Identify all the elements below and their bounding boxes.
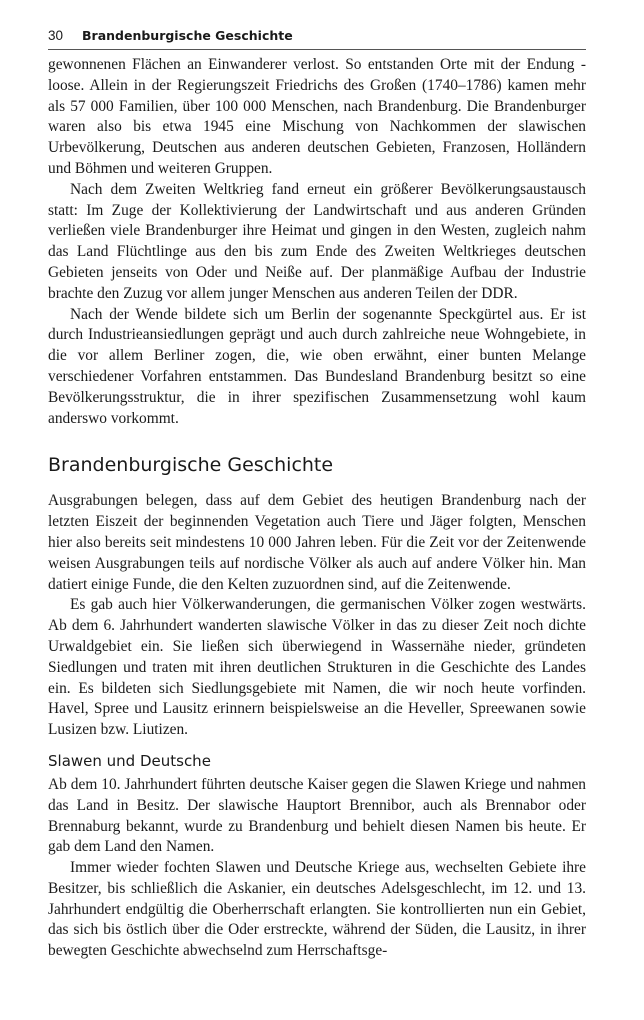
section-heading: Brandenburgische Geschichte <box>48 454 334 477</box>
intro-paragraph: gewonnenen Flächen an Einwanderer verlost. So entstanden Orte mit der Endung -loose. Allein in der Regierungszeit Friedrichs des Großen (1740–1786) kamen mehr als 57 000 Familien, über 100 000 Menschen, nach Brandenburg. Die Brandenburger waren also bis etwa 1945 eine Mischung von Nachkommen der slawischen Urbevölkerung, Deutschen aus anderen deutschen Gebieten, Franzosen, Holländern und Böhmen und weiteren Gruppen. <box>48 56 586 177</box>
book-page <box>48 28 586 962</box>
running-header <box>48 28 586 50</box>
section-paragraph: Es gab auch hier Völkerwanderungen, die germanischen Völker zogen westwärts. Ab dem 6. Jahrhundert wanderten slawische Völker in das zu dieser Zeit noch dichte Urwaldgebiet ein. Sie ließen sich überwiegend in Wassernähe nieder, gründeten Siedlungen und traten mit ihren deutlichen Strukturen in die Geschichte des Landes ein. Es bildeten sich Siedlungsgebiete mit Namen, die wir noch heute vorfinden. Havel, Spree und Lausitz erinnern beispielsweise an die Heveller, Spreewanen sowie Lusizen bzw. Liutizen. <box>48 596 586 739</box>
intro-paragraph: Nach der Wende bildete sich um Berlin der sogenannte Speckgürtel aus. Er ist durch Industrieansiedlungen geprägt und auch durch zahlreiche neue Wohngebiete, in die vor allem Berliner zogen, die, wie oben erwähnt, einer bunten Melange verschiedener Vorfahren entstammen. Das Bundesland Brandenburg besitzt so eine Bevölkerungsstruktur, die in ihrer spezifischen Zusammensetzung wohl kaum anderswo vorkommt. <box>48 305 586 427</box>
subsection-heading: Slawen und Deutsche <box>48 751 211 770</box>
subsection-paragraph: Immer wieder fochten Slawen und Deutsche Kriege aus, wechselten Gebiete ihre Besitzer, bis schließlich die Askanier, ein deutsches Adelsgeschlecht, im 12. und 13. Jahrhundert endgültig die Oberherrschaft erlangten. Sie kontrollierten nun ein Gebiet, das sich bis östlich über die Oder erstreckte, während der Süden, die Lausitz, in ihrer bewegten Geschichte abwechselnd zum Herrschaftsge- <box>48 859 586 960</box>
running-title: Brandenburgische Geschichte <box>82 28 293 43</box>
page-body <box>48 55 586 962</box>
subsection-paragraph: Ab dem 10. Jahrhundert führten deutsche Kaiser gegen die Slawen Kriege und nahmen das Land in Besitz. Der slawische Hauptort Brennibor, auch als Brennabor oder Brennaburg bekannt, wurde zu Brandenburg und behielt diesen Namen bis heute. Er gab dem Land den Namen. <box>48 775 586 856</box>
page-number: 30 <box>48 28 64 43</box>
intro-paragraph: Nach dem Zweiten Weltkrieg fand erneut ein größerer Bevölkerungsaustausch statt: Im Zuge der Kollektivierung der Landwirtschaft und aus anderen Gründen verließen viele Brandenburger ihre Heimat und gingen in den Westen, zugleich nahm das Land Flüchtlinge aus den bis zum Ende des Zweiten Weltkrieges deutschen Gebieten jenseits von Oder und Neiße auf. Der planmäßige Aufbau der Industrie brachte den Zuzug vor allem junger Menschen aus anderen Teilen der DDR. <box>48 180 586 302</box>
section-paragraph: Ausgrabungen belegen, dass auf dem Gebiet des heutigen Brandenburg nach der letzten Eiszeit der beginnenden Vegetation auch Tiere und Jäger folgten, Menschen hier also bereits seit mindestens 10 000 Jahren leben. Für die Zeit vor der Zeitenwende weisen Ausgrabungen teils auf nordische Völker als auch auf andere Völker hin. Man datiert einige Funde, die den Kelten zuzuordnen sind, auf die Zeitenwende. <box>48 492 586 593</box>
